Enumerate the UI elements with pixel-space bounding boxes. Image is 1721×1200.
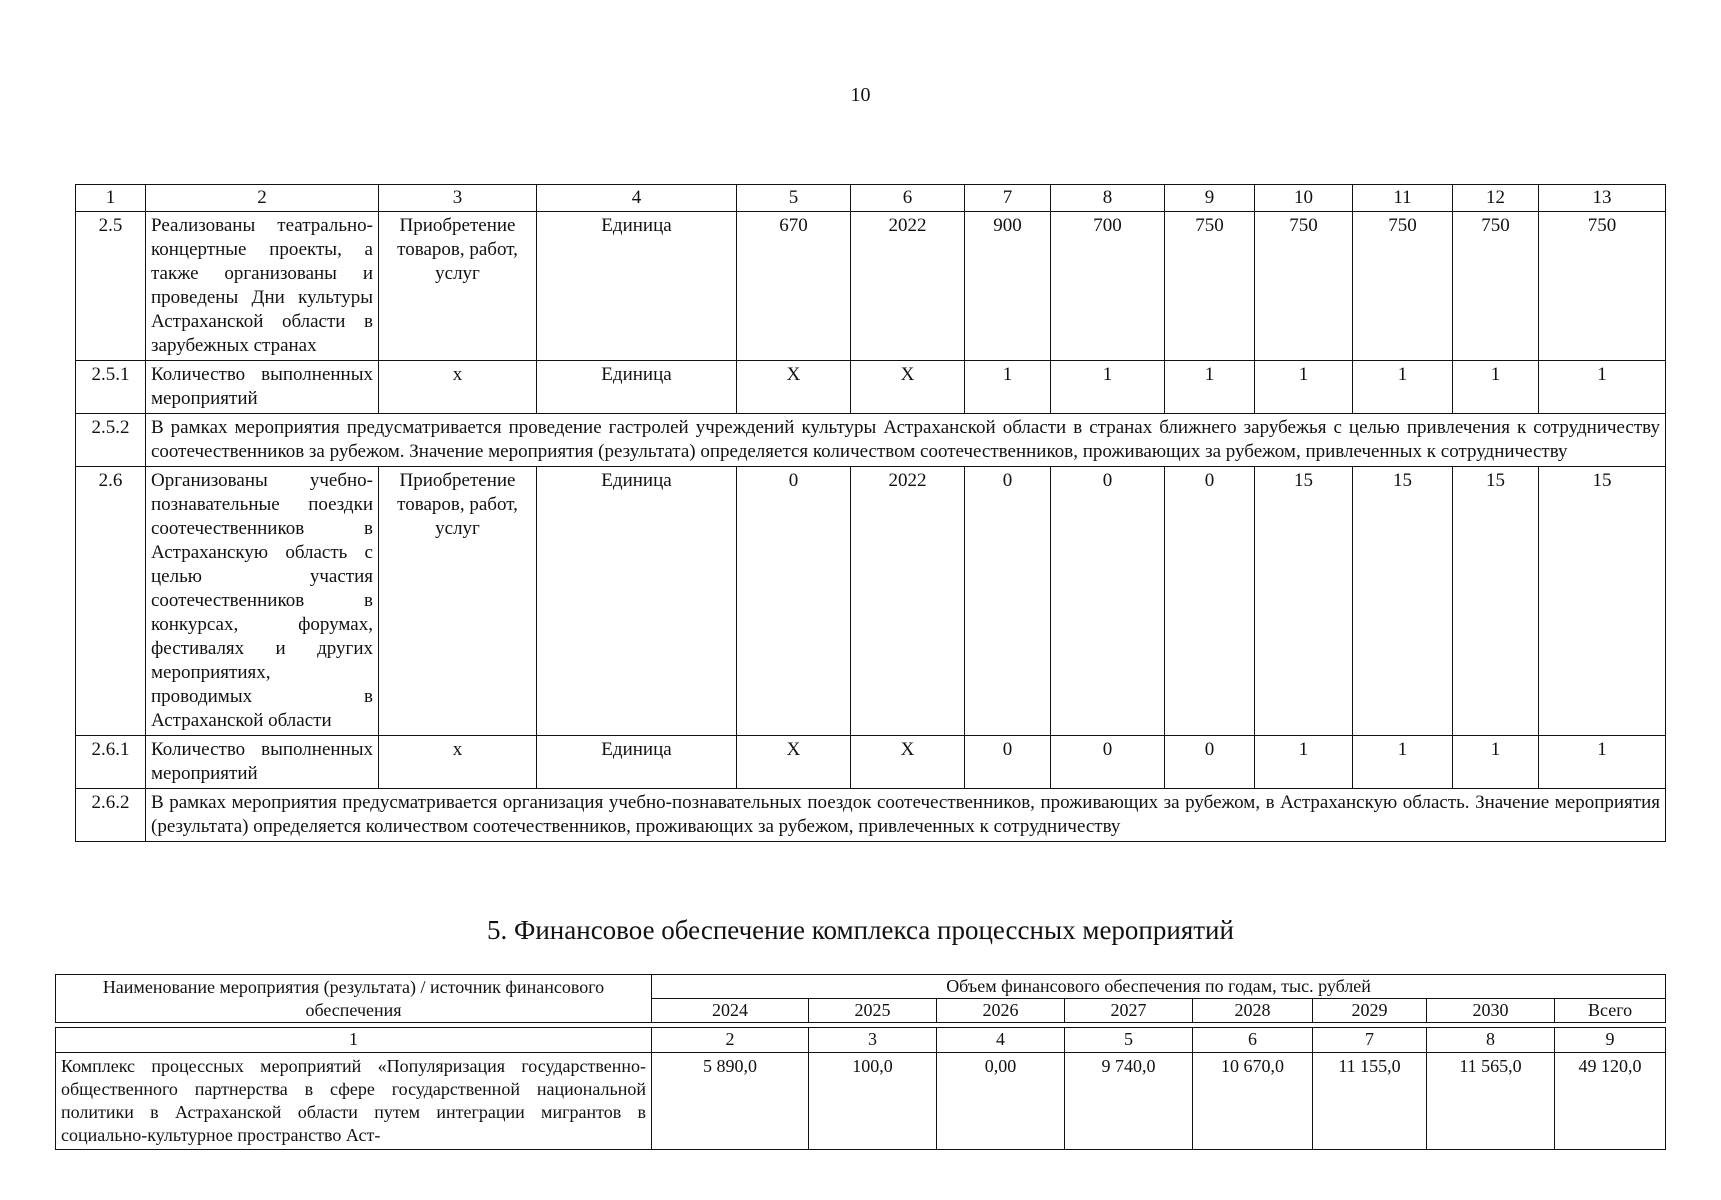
- row-id: 2.6.2: [76, 789, 146, 842]
- row-value: X: [851, 361, 965, 414]
- row-value: 750: [1453, 212, 1539, 361]
- row-name: Количество выполненных мероприятий: [146, 736, 379, 789]
- column-number: 2: [146, 185, 379, 212]
- row-value: 1: [1453, 361, 1539, 414]
- row-value: 0: [1051, 467, 1165, 736]
- row-value: 15: [1255, 467, 1353, 736]
- name-column-header: Наименование мероприятия (результата) / источник финансового обеспечения: [56, 975, 652, 1023]
- year-header: 2029: [1313, 999, 1427, 1023]
- row-value: X: [737, 361, 851, 414]
- column-number: 4: [537, 185, 737, 212]
- row-value: 0: [965, 467, 1051, 736]
- row-value: 11 155,0: [1313, 1053, 1427, 1150]
- column-number: 1: [56, 1028, 652, 1053]
- row-value: 0: [965, 736, 1051, 789]
- column-number: 10: [1255, 185, 1353, 212]
- column-number: 11: [1353, 185, 1453, 212]
- row-unit: Единица: [537, 361, 737, 414]
- row-value: 9 740,0: [1065, 1053, 1193, 1150]
- column-number: 7: [1313, 1028, 1427, 1053]
- row-value: 2022: [851, 467, 965, 736]
- row-name: Комплекс процессных мероприятий «Популяризация государственно-общественного партнерства в сфере государственной национальной политики в Астраханской области путем интеграции мигрантов в социально-культурное пространство Аст-: [56, 1053, 652, 1150]
- table-row: [76, 361, 1666, 414]
- row-value: 750: [1353, 212, 1453, 361]
- row-value: 100,0: [809, 1053, 937, 1150]
- table-row: [76, 467, 1666, 736]
- row-name: Количество выполненных мероприятий: [146, 361, 379, 414]
- column-number: 3: [379, 185, 537, 212]
- row-value: 1: [965, 361, 1051, 414]
- row-value: 11 565,0: [1427, 1053, 1555, 1150]
- table-row: [76, 736, 1666, 789]
- row-name: Реализованы театрально-концертные проекты, а также организованы и проведены Дни культуры Астраханской области в зарубежных странах: [146, 212, 379, 361]
- column-number-row: [76, 185, 1666, 212]
- row-value: 0: [1165, 736, 1255, 789]
- column-number: 5: [1065, 1028, 1193, 1053]
- row-value: 5 890,0: [652, 1053, 809, 1150]
- year-header: 2030: [1427, 999, 1555, 1023]
- column-number: 9: [1555, 1028, 1666, 1053]
- volume-header: Объем финансового обеспечения по годам, тыс. рублей: [652, 975, 1666, 999]
- column-number: 2: [652, 1028, 809, 1053]
- column-number: 6: [851, 185, 965, 212]
- row-value: X: [851, 736, 965, 789]
- row-value: 1: [1165, 361, 1255, 414]
- row-unit: Единица: [537, 212, 737, 361]
- row-unit: Единица: [537, 736, 737, 789]
- row-value: 10 670,0: [1193, 1053, 1313, 1150]
- row-value: 1: [1539, 361, 1666, 414]
- row-value: 750: [1255, 212, 1353, 361]
- column-number: 1: [76, 185, 146, 212]
- row-id: 2.5.1: [76, 361, 146, 414]
- column-number: 6: [1193, 1028, 1313, 1053]
- table-row: [56, 1053, 1666, 1150]
- year-header: 2027: [1065, 999, 1193, 1023]
- row-value: 900: [965, 212, 1051, 361]
- row-value: 1: [1453, 736, 1539, 789]
- column-number: 12: [1453, 185, 1539, 212]
- table-row-note: [76, 789, 1666, 842]
- column-number: 3: [809, 1028, 937, 1053]
- financing-table: [55, 974, 1666, 1150]
- row-value: 15: [1453, 467, 1539, 736]
- column-number-row: [56, 1028, 1666, 1053]
- row-note: В рамках мероприятия предусматривается проведение гастролей учреждений культуры Астраханской области в странах ближнего зарубежья с целью привлечения к сотрудничеству соотечественников за рубежом. Значение мероприятия (результата) определяется количеством соотечественников, проживающих за рубежом, привлеченных к сотрудничеству: [146, 414, 1666, 467]
- row-id: 2.5: [76, 212, 146, 361]
- row-id: 2.6: [76, 467, 146, 736]
- total-header: Всего: [1555, 999, 1666, 1023]
- row-value: X: [737, 736, 851, 789]
- year-header: 2028: [1193, 999, 1313, 1023]
- row-value: 0: [1165, 467, 1255, 736]
- row-unit: Единица: [537, 467, 737, 736]
- section-title: 5. Финансовое обеспечение комплекса процессных мероприятий: [487, 915, 1234, 945]
- column-number: 5: [737, 185, 851, 212]
- column-number: 8: [1051, 185, 1165, 212]
- page-number: 10: [850, 84, 871, 106]
- year-header: 2024: [652, 999, 809, 1023]
- row-id: 2.5.2: [76, 414, 146, 467]
- table-row: [76, 212, 1666, 361]
- row-note: В рамках мероприятия предусматривается организация учебно-познавательных поездок соотечественников, проживающих за рубежом, в Астраханскую область. Значение мероприятия (результата) определяется количеством соотечественников, проживающих за рубежом, привлеченных к сотрудничеству: [146, 789, 1666, 842]
- row-value: 2022: [851, 212, 965, 361]
- column-number: 13: [1539, 185, 1666, 212]
- row-value: 15: [1539, 467, 1666, 736]
- row-value: 1: [1255, 736, 1353, 789]
- row-value: 670: [737, 212, 851, 361]
- row-type: Приобретение товаров, работ, услуг: [379, 212, 537, 361]
- row-value: 0: [1051, 736, 1165, 789]
- column-number: 7: [965, 185, 1051, 212]
- year-header: 2026: [937, 999, 1065, 1023]
- row-value: 1: [1255, 361, 1353, 414]
- row-value: 750: [1539, 212, 1666, 361]
- column-number: 8: [1427, 1028, 1555, 1053]
- indicators-table: [75, 184, 1666, 842]
- table-row-note: [76, 414, 1666, 467]
- column-number: 9: [1165, 185, 1255, 212]
- row-value: 15: [1353, 467, 1453, 736]
- row-value: 1: [1051, 361, 1165, 414]
- row-name: Организованы учебно-познавательные поездки соотечественников в Астраханскую область с целью участия соотечественников в конкурсах, форумах, фестивалях и других мероприятиях, проводимых в Астраханской области: [146, 467, 379, 736]
- row-value: 1: [1539, 736, 1666, 789]
- row-value: 750: [1165, 212, 1255, 361]
- year-header: 2025: [809, 999, 937, 1023]
- row-type: x: [379, 736, 537, 789]
- column-number: 4: [937, 1028, 1065, 1053]
- row-total: 49 120,0: [1555, 1053, 1666, 1150]
- row-value: 0,00: [937, 1053, 1065, 1150]
- row-value: 1: [1353, 361, 1453, 414]
- row-id: 2.6.1: [76, 736, 146, 789]
- row-value: 700: [1051, 212, 1165, 361]
- header-row: [56, 975, 1666, 999]
- row-type: x: [379, 361, 537, 414]
- row-type: Приобретение товаров, работ, услуг: [379, 467, 537, 736]
- row-value: 1: [1353, 736, 1453, 789]
- row-value: 0: [737, 467, 851, 736]
